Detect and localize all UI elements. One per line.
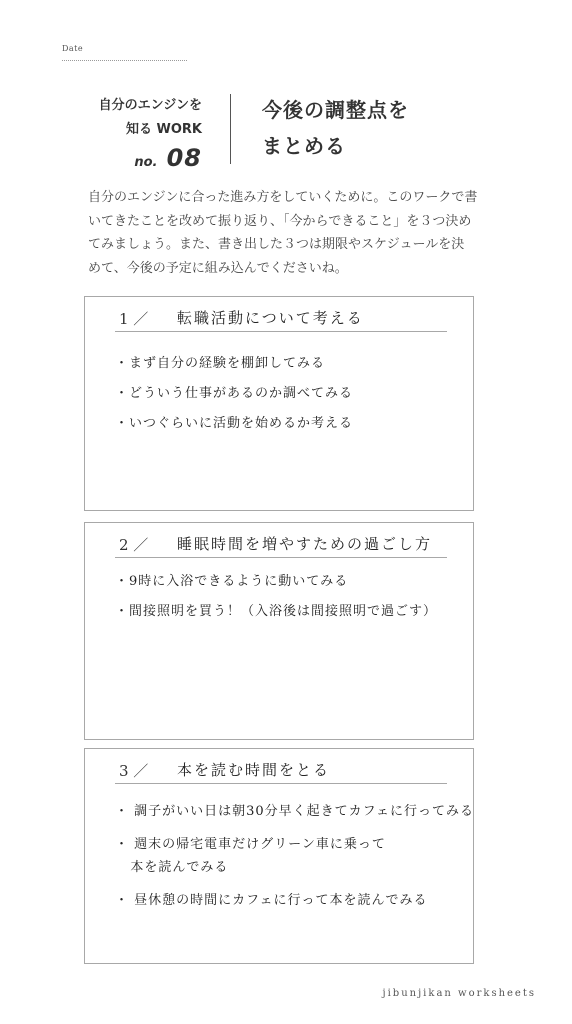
list-item: ・9時に入浴できるように動いてみる: [115, 574, 349, 589]
intro-line: てみましょう。また、書き出した３つは期限やスケジュールを決: [88, 237, 465, 252]
intro-line: いてきたことを改めて振り返り、「今からできること」を３つ決め: [88, 213, 472, 229]
section-title: 本を読む時間をとる: [177, 761, 331, 779]
section-box-2: [84, 522, 474, 740]
section-items: [115, 355, 463, 445]
section-box-1: [84, 296, 474, 511]
list-item: ・ 昼休憩の時間にカフェに行って本を読んでみる: [115, 893, 428, 908]
work-label-line1: 自分のエンジンを: [98, 98, 202, 113]
page-title-line2: まとめる: [262, 134, 346, 158]
list-item: ・まず自分の経験を棚卸してみる: [115, 356, 326, 371]
date-label: Date: [62, 44, 84, 53]
section-header: [115, 305, 447, 332]
page-title: [262, 92, 522, 164]
work-number-prefix: no.: [134, 155, 158, 170]
work-number-value: 08: [166, 144, 202, 172]
section-items: [115, 573, 463, 633]
work-label: [70, 94, 202, 172]
list-item: ・どういう仕事があるのか調べてみる: [115, 386, 354, 401]
section-items: [115, 803, 475, 922]
intro-line: めて、今後の予定に組み込んでくださいね。: [88, 260, 348, 276]
section-number: 3 ／: [119, 762, 149, 780]
work-number: [70, 144, 202, 172]
section-box-3: [84, 748, 474, 964]
section-header: [115, 531, 447, 558]
footer-brand: jibunjikan worksheets: [382, 988, 536, 999]
section-header: [115, 757, 447, 784]
page-title-line1: 今後の調整点を: [262, 98, 409, 122]
list-item: ・ 調子がいい日は朝30分早く起きてカフェに行ってみる: [115, 804, 475, 819]
intro-line: 自分のエンジンに合った進み方をしていくために。このワークで書: [88, 190, 478, 205]
date-line: [62, 60, 187, 61]
intro-text: [88, 186, 490, 280]
work-label-line2: 知る WORK: [125, 122, 202, 137]
section-number: 1 ／: [119, 310, 149, 328]
section-title: 転職活動について考える: [177, 309, 364, 327]
list-item: ・いつぐらいに活動を始めるか考える: [115, 416, 354, 431]
list-item: ・ 週末の帰宅電車だけグリーン車に乗って 本を読んでみる: [115, 837, 386, 875]
list-item: ・間接照明を買う！（入浴後は間接照明で過ごす）: [115, 604, 438, 619]
section-number: 2 ／: [119, 536, 149, 554]
header-divider: [230, 94, 231, 164]
section-title: 睡眠時間を増やすための過ごし方: [177, 535, 433, 553]
